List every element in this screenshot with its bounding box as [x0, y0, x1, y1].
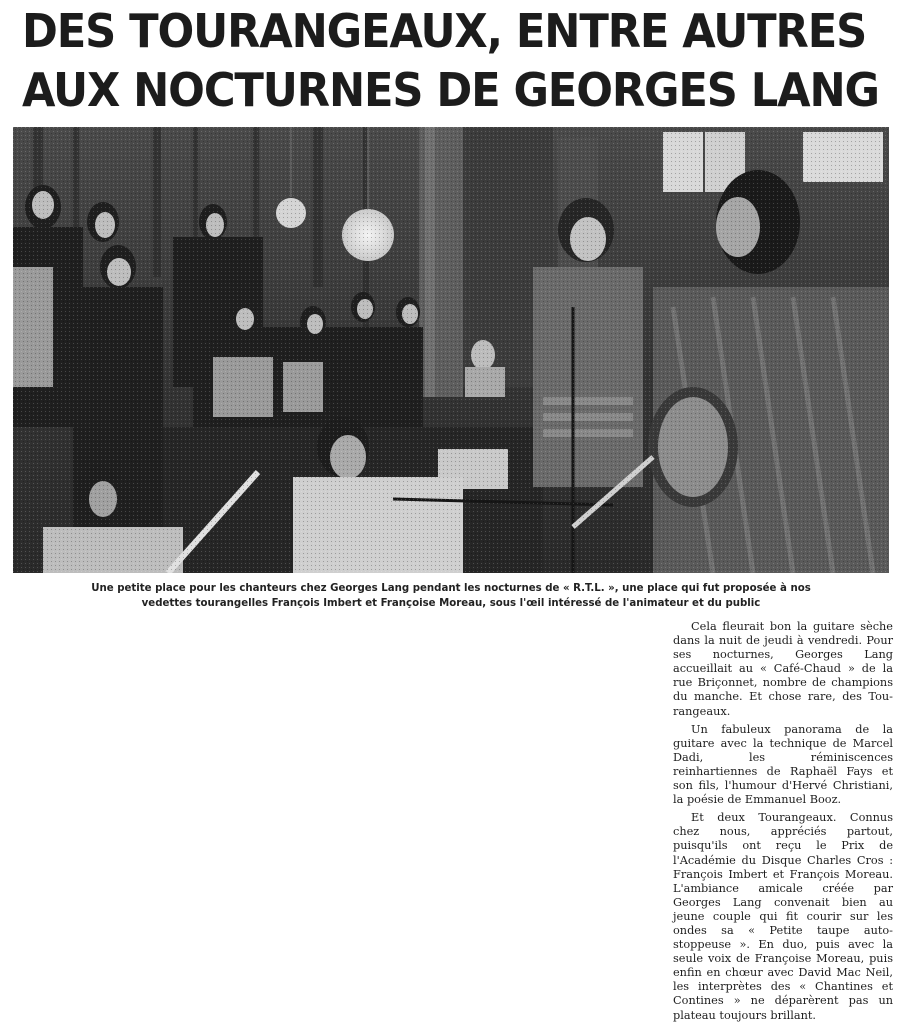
caption-line-1: Une petite place pour les chanteurs chez Georges Lang pendant les nocturnes de « R.T.L. », une place qui fut proposée à nos — [91, 583, 811, 594]
article-paragraph-2: Un fabuleux panorama de la guitare avec la technique de Marcel Dadi, les réminiscences reinhartiennes de Raphaël Fays et son fils, l'humour d'Hervé Christiani, la poésie de Emmanuel Booz. — [673, 722, 893, 807]
photo-caption — [13, 581, 889, 611]
headline — [22, 2, 879, 120]
caption-line-2: vedettes tourangelles François Imbert et Françoise Moreau, sous l'œil intéressé de l'animateur et du public — [141, 598, 761, 609]
concert-photo — [13, 127, 889, 573]
article-column — [673, 620, 893, 1027]
article-paragraph-1: Cela fleurait bon la guitare sèche dans la nuit de jeudi à vendredi. Pour ses nocturnes, Georges Lang accueillait au « Café-Chaud » de la rue Briçonnet, nombre de champions du manche. Et chose rare, des Tourangeaux. — [673, 620, 893, 718]
article-paragraph-3: Et deux Tourangeaux. Connus chez nous, appréciés partout, puisqu'ils ont reçu le Prix de l'Académie du Disque Charles Cros : François Imbert et François Moreau. L'ambiance amicale créée par Georges Lang convenait bien au jeune couple qui fit courir sur les ondes sa « Petite taupe auto-stoppeuse ». En duo, puis avec la seule voix de Françoise Moreau, puis enfin en chœur avec David Mac Neil, les interprètes des « Chantines et Contines » ne déparèrent pas un plateau toujours brillant. — [673, 811, 893, 1022]
headline-line-1: DES TOURANGEAUX, ENTRE AUTRES — [22, 4, 867, 58]
headline-line-2: AUX NOCTURNES DE GEORGES LANG — [22, 63, 879, 117]
